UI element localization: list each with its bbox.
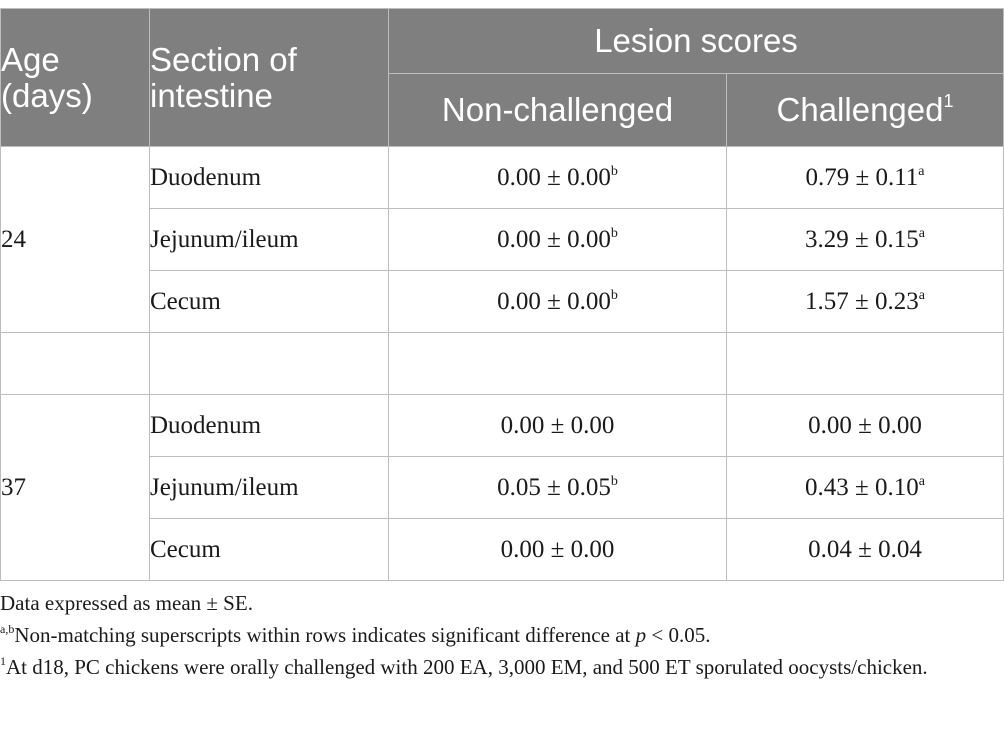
empty-cell [1, 333, 150, 395]
value: 0.00 ± 0.00 [500, 535, 615, 563]
value: 0.00 ± 0.00 [497, 225, 611, 253]
challenged-cell [727, 209, 1004, 271]
age-cell: 37 [1, 395, 150, 581]
non-challenged-cell [389, 519, 727, 581]
header-section [150, 9, 389, 147]
section-cell: Jejunum/ileum [150, 457, 389, 519]
challenged-cell [727, 457, 1004, 519]
section-cell: Duodenum [150, 395, 389, 457]
footnote-challenge-text: At d18, PC chickens were orally challenged with 200 EA, 3,000 EM, and 500 ET sporulated oocysts/chicken. [6, 655, 928, 679]
section-cell: Cecum [150, 519, 389, 581]
table-footnotes [0, 588, 1000, 684]
value: 1.57 ± 0.23 [805, 287, 919, 315]
value: 0.43 ± 0.10 [805, 473, 919, 501]
header-challenged-sup: 1 [943, 91, 954, 111]
section-cell: Jejunum/ileum [150, 209, 389, 271]
value-sup: a [918, 225, 925, 241]
challenged-cell [727, 395, 1004, 457]
value-sup: b [610, 287, 618, 303]
value-sup: a [918, 163, 925, 179]
value-sup: a [918, 473, 925, 489]
header-non-challenged: Non-challenged [389, 74, 727, 147]
spacer-row [1, 333, 1004, 395]
empty-cell [727, 333, 1004, 395]
value-sup: b [610, 473, 618, 489]
empty-cell [389, 333, 727, 395]
header-age-line2: (days) [1, 76, 93, 114]
lesion-scores-table [0, 8, 1004, 581]
value: 0.05 ± 0.05 [497, 473, 611, 501]
value-sup: b [610, 163, 618, 179]
table-row [1, 395, 1004, 457]
challenged-cell [727, 271, 1004, 333]
footnote-challenge [0, 652, 1000, 682]
table-row [1, 457, 1004, 519]
header-challenged [727, 74, 1004, 147]
footnote-data: Data expressed as mean ± SE. [0, 591, 253, 615]
empty-cell [150, 333, 389, 395]
table-row [1, 147, 1004, 209]
header-age-line1: Age [1, 40, 60, 78]
table-row [1, 271, 1004, 333]
footnote-sig-sup: a,b [0, 622, 15, 636]
value: 0.00 ± 0.00 [500, 411, 615, 439]
header-section-line2: intestine [150, 76, 273, 114]
non-challenged-cell [389, 147, 727, 209]
header-challenged-label: Challenged [776, 91, 944, 128]
value: 0.79 ± 0.11 [805, 163, 919, 191]
value: 0.00 ± 0.00 [497, 287, 611, 315]
challenged-cell [727, 519, 1004, 581]
header-section-line1: Section of [150, 40, 297, 78]
footnote-sig-threshold: < 0.05. [646, 623, 711, 647]
table-row [1, 519, 1004, 581]
footnote-sig-p: p [635, 623, 647, 647]
age-cell: 24 [1, 147, 150, 333]
value-sup: b [610, 225, 618, 241]
non-challenged-cell [389, 395, 727, 457]
non-challenged-cell [389, 457, 727, 519]
value: 3.29 ± 0.15 [805, 225, 919, 253]
value-sup: a [918, 287, 925, 303]
non-challenged-cell [389, 271, 727, 333]
header-lesion-scores: Lesion scores [389, 9, 1004, 74]
section-cell: Cecum [150, 271, 389, 333]
header-age [1, 9, 150, 147]
value: 0.00 ± 0.00 [808, 411, 922, 439]
challenged-cell [727, 147, 1004, 209]
table-row [1, 209, 1004, 271]
footnote-significance [0, 620, 1000, 650]
value: 0.04 ± 0.04 [808, 535, 922, 563]
section-cell: Duodenum [150, 147, 389, 209]
non-challenged-cell [389, 209, 727, 271]
footnote-sig-text: Non-matching superscripts within rows indicates significant difference at [14, 623, 636, 647]
footnote-challenge-sup: 1 [0, 654, 6, 668]
value: 0.00 ± 0.00 [497, 163, 611, 191]
